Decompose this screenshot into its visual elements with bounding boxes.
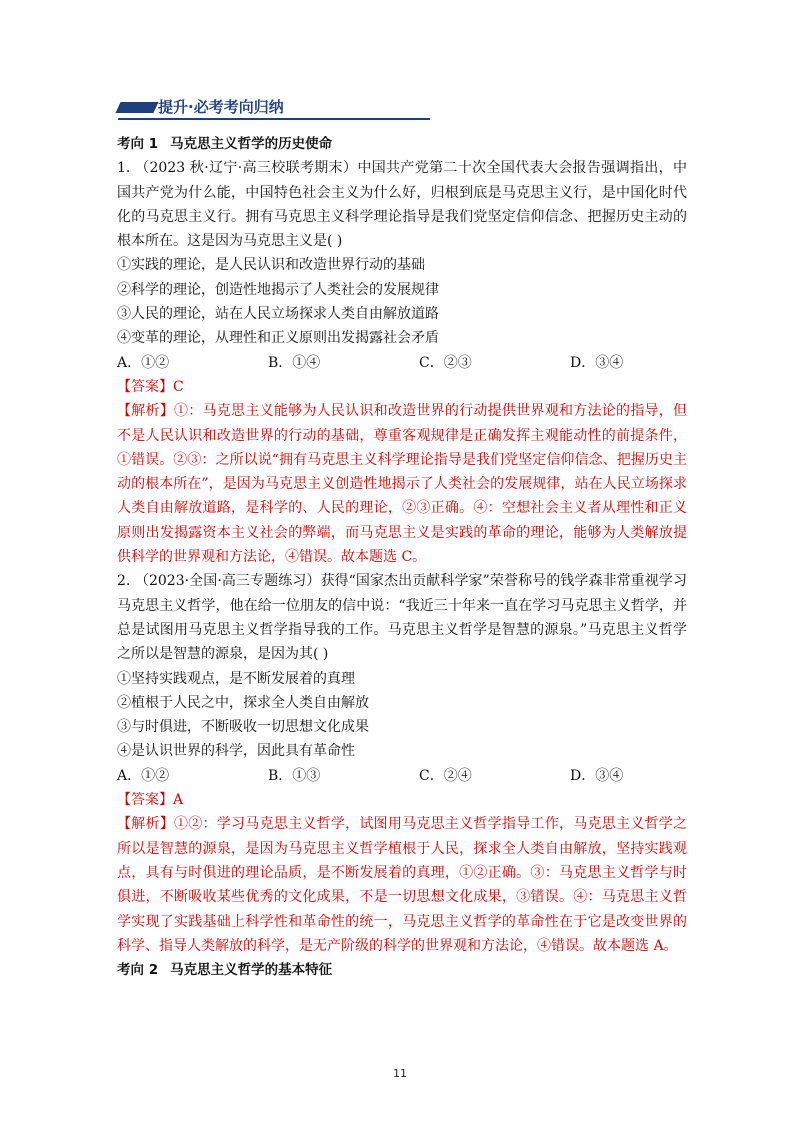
choice-a: A．①② xyxy=(117,354,170,371)
section-title: 提升·必考考向归纳 xyxy=(158,98,284,116)
question-2-option: ③与时俱进，不断吸收一切思想文化成果 xyxy=(117,719,369,736)
question-1-analysis: 【解析】①：马克思主义能够为人民认识和改造世界的行动提供世界观和方法论的指导，但不是人民认识和改造世界的行动的基础，尊重客观规律是正确发挥主观能动性的前提条件，①错误。②③：之所以说“拥有马克思主义科学理论指导是我们党坚定信仰信念、把握历史主动的根本所在”，是因为马克思主义创造性地揭示了人类社会的发展规律，站在人民立场探求人类自由解放道路，是科学的、人民的理论，②③正确。④：空想社会主义者从理性和正义原则出发揭露资本主义社会的弊端，而马克思主义是实践的革命的理论，能够为人类解放提供科学的世界观和方法论，④错误。故本题选 C。 xyxy=(117,403,687,566)
question-2-stem: 2. （2023·全国·高三专题练习）获得“国家杰出贡献科学家”荣誉称号的钱学森非常重视学习马克思主义哲学，他在给一位朋友的信中说：“我近三十年来一直在学习马克思主义哲学，并总是试图用马克思主义哲学指导我的工作。马克思主义哲学是智慧的源泉。”马克思主义哲学之所以是智慧的源泉，是因为其( ) xyxy=(117,573,687,663)
topic-number: 考向 2 xyxy=(117,962,159,979)
choice-d: D．③④ xyxy=(570,767,624,784)
question-1-option: ②科学的理论，创造性地揭示了人类社会的发展规律 xyxy=(117,281,439,298)
choice-d: D．③④ xyxy=(570,354,624,371)
topic-number: 考向 1 xyxy=(117,136,159,152)
question-2-answer: 【答案】A xyxy=(117,792,184,809)
topic-title: 马克思主义哲学的历史使命 xyxy=(170,136,333,152)
page-number: 11 xyxy=(393,1067,407,1080)
question-1-option: ①实践的理论，是人民认识和改造世界行动的基础 xyxy=(117,257,425,274)
main-content xyxy=(117,132,687,982)
choice-c: C．②④ xyxy=(419,767,472,784)
question-2-option: ②植根于人民之中，探求全人类自由解放 xyxy=(117,694,369,711)
question-2-analysis: 【解析】①②：学习马克思主义哲学，试图用马克思主义哲学指导工作，马克思主义哲学之所以是智慧的源泉，是因为马克思主义哲学植根于人民，探求全人类自由解放，坚持实践观点，具有与时俱进的理论品质，是不断发展着的真理，①②正确。③：马克思主义哲学与时俱进，不断吸收某些优秀的文化成果，不是一切思想文化成果，③错误。④：马克思主义哲学实现了实践基础上科学性和革命性的统一，马克思主义哲学的革命性在于它是改变世界的科学、指导人类解放的科学，是无产阶级的科学的世界观和方法论，④错误。故本题选 A。 xyxy=(117,816,687,954)
question-1-option: ④变革的理论，从理性和正义原则出发揭露社会矛盾 xyxy=(117,330,439,347)
banner-underline xyxy=(118,118,430,120)
question-1-option: ③人民的理论，站在人民立场探求人类自由解放道路 xyxy=(117,306,439,323)
choice-b: B．①④ xyxy=(268,354,321,371)
topic-heading-1 xyxy=(117,132,687,156)
question-1-stem: 1. （2023 秋·辽宁·高三校联考期末）中国共产党第二十次全国代表大会报告强调指出，中国共产党为什么能，中国特色社会主义为什么好，归根到底是马克思主义行，是中国化时代化的马克思主义行。拥有马克思主义科学理论指导是我们党坚定信仰信念、把握历史主动的根本所在。这是因为马克思主义是( ) xyxy=(117,160,687,250)
question-1-choices xyxy=(117,351,687,375)
topic-heading-2 xyxy=(117,958,687,982)
question-2-option: ④是认识世界的科学，因此具有革命性 xyxy=(117,743,355,760)
choice-c: C．②③ xyxy=(419,354,472,371)
topic-title: 马克思主义哲学的基本特征 xyxy=(170,962,333,979)
choice-b: B．①③ xyxy=(268,767,321,784)
question-2-choices xyxy=(117,764,687,788)
choice-a: A．①② xyxy=(117,767,170,784)
question-2-option: ①坚持实践观点，是不断发展着的真理 xyxy=(117,670,355,687)
banner-bar-decoration xyxy=(115,102,158,113)
question-1-answer: 【答案】C xyxy=(117,378,184,395)
section-banner xyxy=(118,96,430,120)
